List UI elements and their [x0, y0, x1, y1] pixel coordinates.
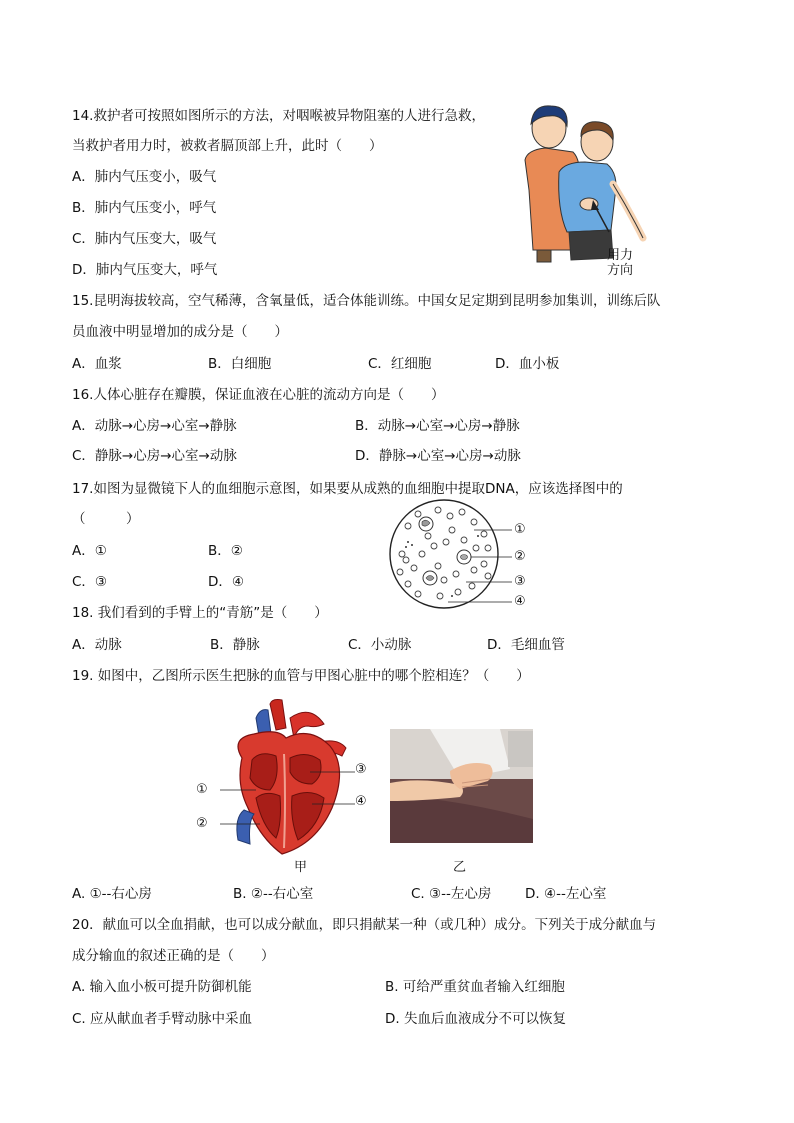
cell-label-3: ③ — [514, 574, 526, 589]
q14-stem-line2: 当救护者用力时，被救者膈顶部上升，此时（ ） — [72, 138, 383, 154]
force-label-line2: 方向 — [607, 263, 634, 278]
heart-label-2: ② — [196, 816, 208, 831]
q16-option-b: B．动脉→心室→心房→静脉 — [355, 418, 520, 434]
q15-stem-line1: 15.昆明海拔较高，空气稀薄，含氧量低，适合体能训练。中国女足定期到昆明参加集训，训练后队 — [72, 293, 661, 309]
q17-option-b: B．② — [208, 543, 243, 559]
heart-label-3: ③ — [355, 762, 367, 777]
q15-option-c: C．红细胞 — [368, 356, 432, 372]
q15-option-a: A．血浆 — [72, 356, 122, 372]
heart-diagram — [220, 698, 355, 858]
q20-stem-line1: 20．献血可以全血捐献，也可以成分献血，即只捐献某一种（或几种）成分。下列关于成分献血与 — [72, 917, 657, 933]
q16-option-a: A．动脉→心房→心室→静脉 — [72, 418, 237, 434]
q18-option-d: D．毛细血管 — [487, 637, 565, 653]
q16-option-d: D．静脉→心室→心房→动脉 — [355, 448, 521, 464]
caption-jia: 甲 — [294, 860, 308, 875]
heart-label-4: ④ — [355, 794, 367, 809]
q20-option-b: B. 可给严重贫血者输入红细胞 — [385, 979, 565, 995]
q14-option-b: B．肺内气压变小，呼气 — [72, 200, 217, 216]
q14-option-a: A．肺内气压变小，吸气 — [72, 169, 217, 185]
q17-option-c: C．③ — [72, 574, 108, 590]
caption-yi: 乙 — [453, 860, 467, 875]
q17-option-a: A．① — [72, 543, 107, 559]
q16-stem: 16.人体心脏存在瓣膜，保证血液在心脏的流动方向是（ ） — [72, 387, 445, 403]
q17-option-d: D．④ — [208, 574, 244, 590]
q19-stem: 19. 如图中，乙图所示医生把脉的血管与甲图心脏中的哪个腔相连？（ ） — [72, 668, 530, 684]
q15-option-d: D．血小板 — [495, 356, 560, 372]
force-label-line1: 用力 — [607, 248, 634, 263]
q14-stem-line1: 14.救护者可按照如图所示的方法，对咽喉被异物阻塞的人进行急救， — [72, 108, 485, 124]
q14-option-c: C．肺内气压变大，吸气 — [72, 231, 217, 247]
q20-option-c: C. 应从献血者手臂动脉中采血 — [72, 1011, 253, 1027]
cell-label-1: ① — [514, 522, 526, 537]
q20-stem-line2: 成分输血的叙述正确的是（ ） — [72, 948, 275, 964]
q18-option-a: A．动脉 — [72, 637, 122, 653]
cell-label-4: ④ — [514, 594, 526, 609]
heart-label-1: ① — [196, 782, 208, 797]
blood-cell-diagram — [388, 496, 512, 612]
q20-option-d: D. 失血后血液成分不可以恢复 — [385, 1011, 566, 1027]
q16-option-c: C．静脉→心房→心室→动脉 — [72, 448, 237, 464]
q17-stem-line1: 17.如图为显微镜下人的血细胞示意图，如果要从成熟的血细胞中提取DNA，应该选择图中的 — [72, 481, 623, 497]
q19-option-d: D. ④--左心室 — [525, 886, 607, 902]
q14-option-d: D．肺内气压变大，呼气 — [72, 262, 218, 278]
q15-stem-line2: 员血液中明显增加的成分是（ ） — [72, 324, 288, 340]
q18-option-b: B．静脉 — [210, 637, 260, 653]
q15-option-b: B．白细胞 — [208, 356, 272, 372]
q19-option-b: B. ②--右心室 — [233, 886, 314, 902]
cell-label-2: ② — [514, 549, 526, 564]
q17-stem-line2: （ ） — [72, 511, 140, 527]
q20-option-a: A. 输入血小板可提升防御机能 — [72, 979, 252, 995]
q19-option-a: A. ①--右心房 — [72, 886, 152, 902]
q19-option-c: C. ③--左心房 — [411, 886, 492, 902]
q18-option-c: C．小动脉 — [348, 637, 412, 653]
q18-stem: 18. 我们看到的手臂上的“青筋”是（ ） — [72, 605, 328, 621]
pulse-taking-photo — [390, 729, 533, 843]
